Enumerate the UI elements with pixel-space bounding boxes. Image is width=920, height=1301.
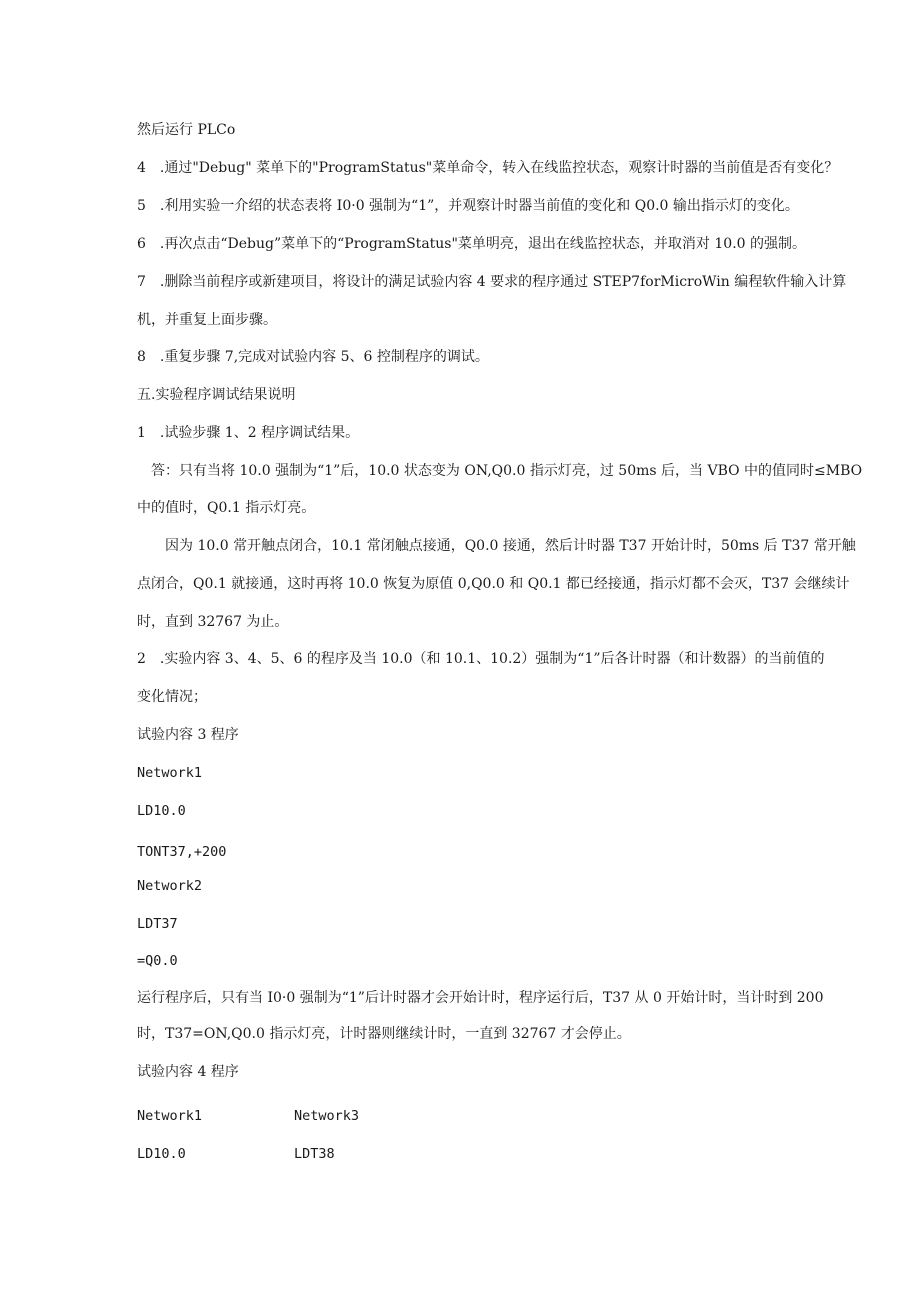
- answer-line: 答：只有当将 10.0 强制为“1”后，10.0 状态变为 ON,Q0.0 指示灯亮，过 50ms 后，当 VBO 中的值同时≤MBO: [137, 463, 863, 479]
- step-8: 8 .重复步骤 7,完成对试验内容 5、6 控制程序的调试。: [137, 349, 489, 365]
- text-line: 然后运行 PLCo: [137, 122, 236, 138]
- program-heading: 试验内容 4 程序: [137, 1064, 239, 1080]
- step-7-cont: 机，并重复上面步骤。: [137, 312, 277, 328]
- explanation-line: 点闭合，Q0.1 就接通，这时再将 10.0 恢复为原值 0,Q0.0 和 Q0.1 都已经接通，指示灯都不会灭，T37 会继续计: [137, 576, 850, 592]
- code-line: Network1: [137, 765, 203, 781]
- answer-line: 中的值时，Q0.1 指示灯亮。: [137, 500, 316, 516]
- section-heading: 五.实验程序调试结果说明: [137, 387, 296, 403]
- code-line: LD10.0: [137, 1146, 186, 1162]
- step-4: 4 .通过"Debug" 菜单下的"ProgramStatus"菜单命令，转入在线监控状态，观察计时器的当前值是否有变化？: [137, 160, 839, 176]
- description-line: 运行程序后，只有当 I0·0 强制为“1”后计时器才会开始计时，程序运行后，T37 从 0 开始计时，当计时到 200: [137, 990, 824, 1006]
- step-5: 5 .利用实验一介绍的状态表将 I0·0 强制为“1”，并观察计时器当前值的变化和 Q0.0 输出指示灯的变化。: [137, 198, 799, 214]
- explanation-line: 因为 10.0 常开触点闭合，10.1 常闭触点接通，Q0.0 接通，然后计时器 T37 开始计时，50ms 后 T37 常开触: [137, 538, 856, 554]
- result-1: 1 .试验步骤 1、2 程序调试结果。: [137, 425, 360, 441]
- result-2: 2 .实验内容 3、4、5、6 的程序及当 10.0（和 10.1、10.2）强制为“1”后各计时器（和计数器）的当前值的: [137, 651, 825, 667]
- code-line: =Q0.0: [137, 953, 178, 969]
- code-line: LD10.0: [137, 803, 186, 819]
- program-heading: 试验内容 3 程序: [137, 727, 239, 743]
- step-6: 6 .再次点击“Debug”菜单下的“ProgramStatus"菜单明亮，退出在线监控状态，并取消对 10.0 的强制。: [137, 236, 806, 252]
- code-line: Network1: [137, 1108, 203, 1124]
- explanation-line: 时，直到 32767 为止。: [137, 614, 289, 630]
- code-line: TONT37,+200: [137, 844, 227, 860]
- step-7: 7 .删除当前程序或新建项目，将设计的满足试验内容 4 要求的程序通过 STEP7forMicroWin 编程软件输入计算: [137, 274, 847, 290]
- code-line: Network2: [137, 878, 203, 894]
- code-line: LDT37: [137, 916, 178, 932]
- description-line: 时，T37=ON,Q0.0 指示灯亮，计时器则继续计时，一直到 32767 才会停止。: [137, 1026, 631, 1042]
- code-line: LDT38: [294, 1146, 335, 1162]
- result-2-cont: 变化情况；: [137, 689, 207, 705]
- code-line: Network3: [294, 1108, 360, 1124]
